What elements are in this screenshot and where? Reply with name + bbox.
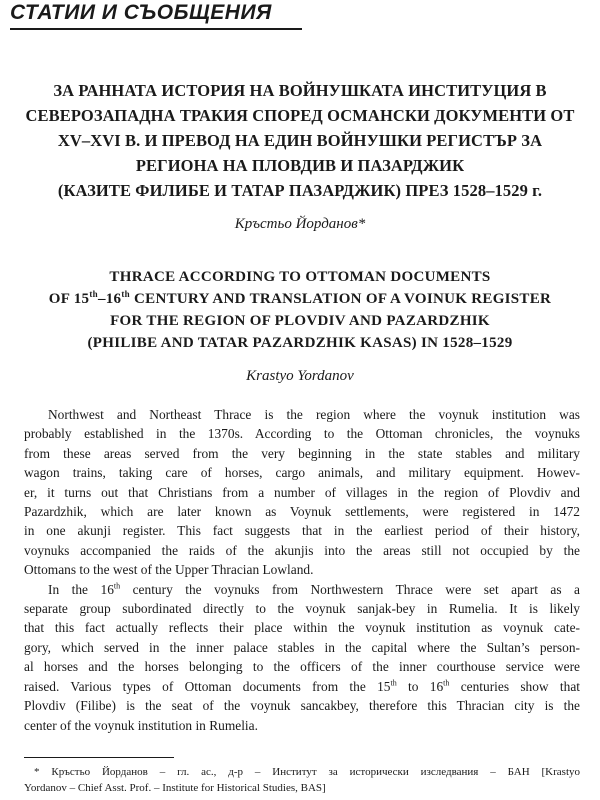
article-title-bulgarian: [0, 78, 600, 203]
section-header-label: СТАТИИ И СЪОБЩЕНИЯ: [10, 1, 272, 24]
title-bg-line: СЕВЕРОЗАПАДНА ТРАКИЯ СПОРЕД ОСМАНСКИ ДОКУМЕНТИ ОТ: [25, 106, 575, 125]
author-bulgarian: Кръстьо Йорданов*: [234, 216, 366, 232]
body-line: from these areas served from the very beginning in the state stables and military: [24, 445, 580, 461]
body-line: voynuks accompanied the raids of the akunjis into the areas still not occupied by the: [24, 542, 580, 558]
author-english: Krastyo Yordanov: [246, 368, 354, 384]
title-bg-line: РЕГИОНА НА ПЛОВДИВ И ПАЗАРДЖИК: [135, 156, 465, 175]
body-line: center of the voynuk institution in Rumelia.: [24, 717, 258, 733]
body-line: in one akunji register. This fact suggests that in the earliest period of their history,: [24, 523, 580, 539]
body-line: In the 16th century the voynuks from Northwestern Thrace were set apart as a: [48, 581, 580, 597]
body-line: al horses and the horses belonging to the officers of the inner courthouse service were: [24, 659, 580, 675]
author-footnote: [24, 764, 580, 796]
body-line: that this fact actually reflects their place within the voynuk institution as voynuk cate-: [24, 620, 580, 636]
footnote-rule: [24, 757, 174, 758]
footnote-line: * Кръстьо Йорданов – гл. ас., д-р – Институт за исторически изследвания – БАН [Krastyo: [34, 766, 580, 778]
abstract-body: [24, 405, 580, 735]
section-header: [10, 0, 302, 30]
body-line: probably established in the 1370s. According to the Ottoman chronicles, the voynuks: [24, 426, 580, 442]
body-line: Northwest and Northeast Thrace is the region where the voynuk institution was: [48, 407, 580, 422]
body-line: gory, which served in the inner palace stables in the capital where the Sultan’s person-: [24, 639, 580, 655]
body-line: Pazardzhik, which are later known as Voynuk settlements, were registered in 1472: [24, 504, 580, 520]
footnote-line: Yordanov – Chief Asst. Prof. – Institute for Historical Studies, BAS]: [24, 782, 326, 794]
title-bg-line: (КАЗИТЕ ФИЛИБЕ И ТАТАР ПАЗАРДЖИК) ПРЕЗ 1528–1529 г.: [57, 181, 543, 200]
body-line: raised. Various types of Ottoman documents from the 15th to 16th centuries show that: [24, 678, 580, 694]
body-line: Ottomans to the west of the Upper Thracian Lowland.: [24, 562, 314, 578]
title-en-line: (PHILIBE AND TATAR PAZARDZHIK KASAS) IN 1528–1529: [87, 335, 513, 351]
section-header-rule: [10, 28, 302, 30]
body-line: er, it turns out that Christians from a number of villages in the region of Plovdiv and: [24, 484, 580, 500]
title-en-line: OF 15th–16th CENTURY AND TRANSLATION OF A VOINUK REGISTER: [48, 289, 552, 307]
title-bg-line: ЗА РАННАТА ИСТОРИЯ НА ВОЙНУШКАТА ИНСТИТУЦИЯ В: [53, 81, 547, 100]
title-en-line: FOR THE REGION OF PLOVDIV AND PAZARDZHIK: [110, 313, 490, 329]
body-line: separate group subordinated directly to the voynuk sanjak-bey in Rumelia. It is likely: [24, 601, 580, 617]
body-line: wagon trains, taking care of horses, cargo animals, and military equipment. Howev-: [24, 465, 580, 481]
body-line: Plovdiv (Filibe) is the seat of the voynuk sancakbey, therefore this Thracian city is the: [24, 698, 580, 714]
title-bg-line: XV–XVI В. И ПРЕВОД НА ЕДИН ВОЙНУШКИ РЕГИСТЪР ЗА: [57, 131, 543, 150]
article-title-english: [0, 266, 600, 354]
title-en-line: THRACE ACCORDING TO OTTOMAN DOCUMENTS: [109, 269, 491, 285]
